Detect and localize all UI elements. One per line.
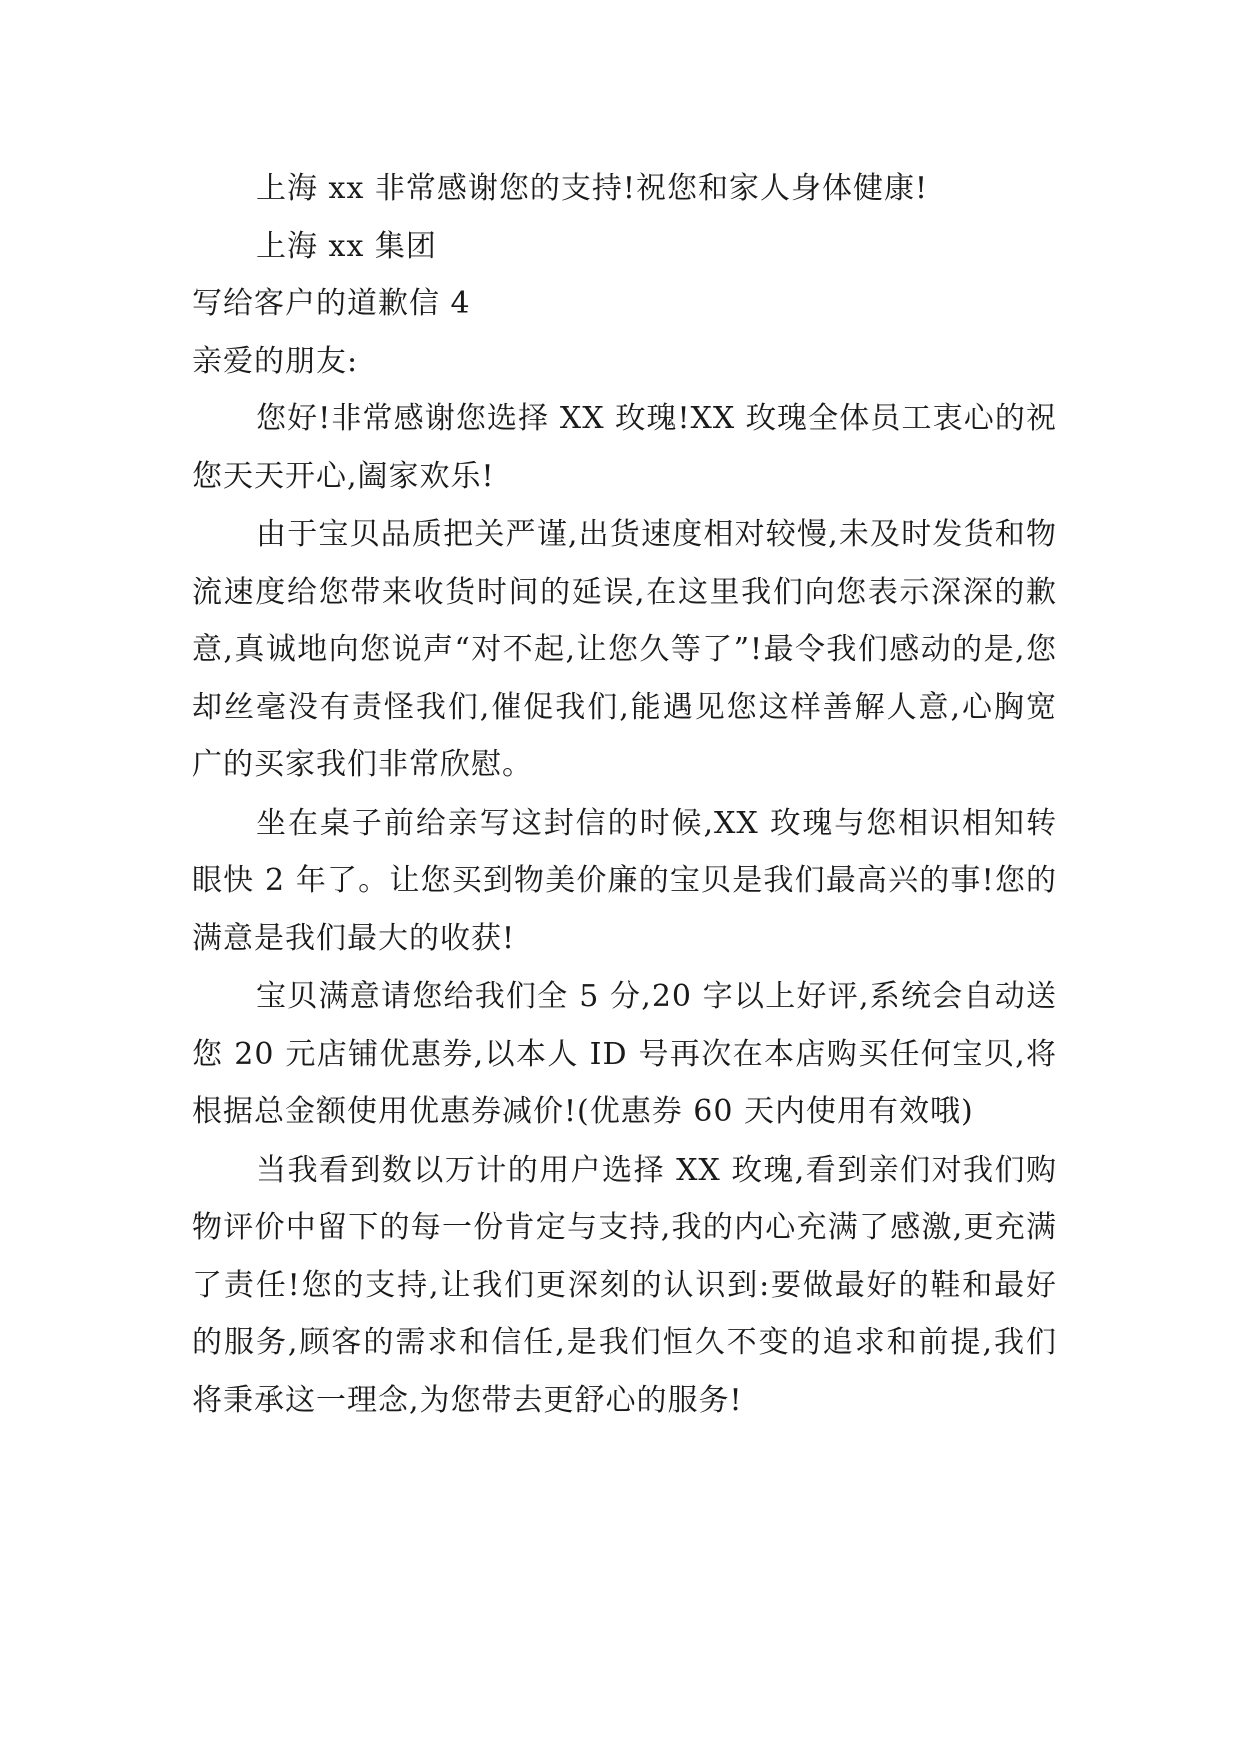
signature: 上海 xx 集团 [256, 228, 437, 264]
paragraph-apology: 由于宝贝品质把关严谨,出货速度相对较慢,未及时发货和物流速度给您带来收货时间的延误,在这里我们向您表示深深的歉意,真诚地向您说声“对不起,让您久等了”!最令我们感动的是,您却丝毫没有责怪我们,催促我们,能遇见您这样善解人意,心胸宽广的买家我们非常欣慰。 [192, 517, 1057, 782]
letter-body [192, 160, 1057, 1429]
salutation: 亲爱的朋友: [192, 343, 359, 379]
paragraph-greeting: 您好!非常感谢您选择 XX 玫瑰!XX 玫瑰全体员工衷心的祝您天天开心,阖家欢乐! [192, 401, 1057, 494]
closing-line: 上海 xx 非常感谢您的支持!祝您和家人身体健康! [256, 171, 929, 206]
paragraph-coupon: 宝贝满意请您给我们全 5 分,20 字以上好评,系统会自动送您 20 元店铺优惠券,以本人 ID 号再次在本店购买任何宝贝,将根据总金额使用优惠券减价!(优惠券 60 天内使用有效哦) [192, 979, 1057, 1129]
paragraph-commitment: 当我看到数以万计的用户选择 XX 玫瑰,看到亲们对我们购物评价中留下的每一份肯定与支持,我的内心充满了感激,更充满了责任!您的支持,让我们更深刻的认识到:要做最好的鞋和最好的服务,顾客的需求和信任,是我们恒久不变的追求和前提,我们将秉承这一理念,为您带去更舒心的服务! [192, 1152, 1057, 1418]
letter-title: 写给客户的道歉信 4 [192, 286, 471, 321]
paragraph-anniversary: 坐在桌子前给亲写这封信的时候,XX 玫瑰与您相识相知转眼快 2 年了。让您买到物美价廉的宝贝是我们最高兴的事!您的满意是我们最大的收获! [192, 805, 1057, 956]
